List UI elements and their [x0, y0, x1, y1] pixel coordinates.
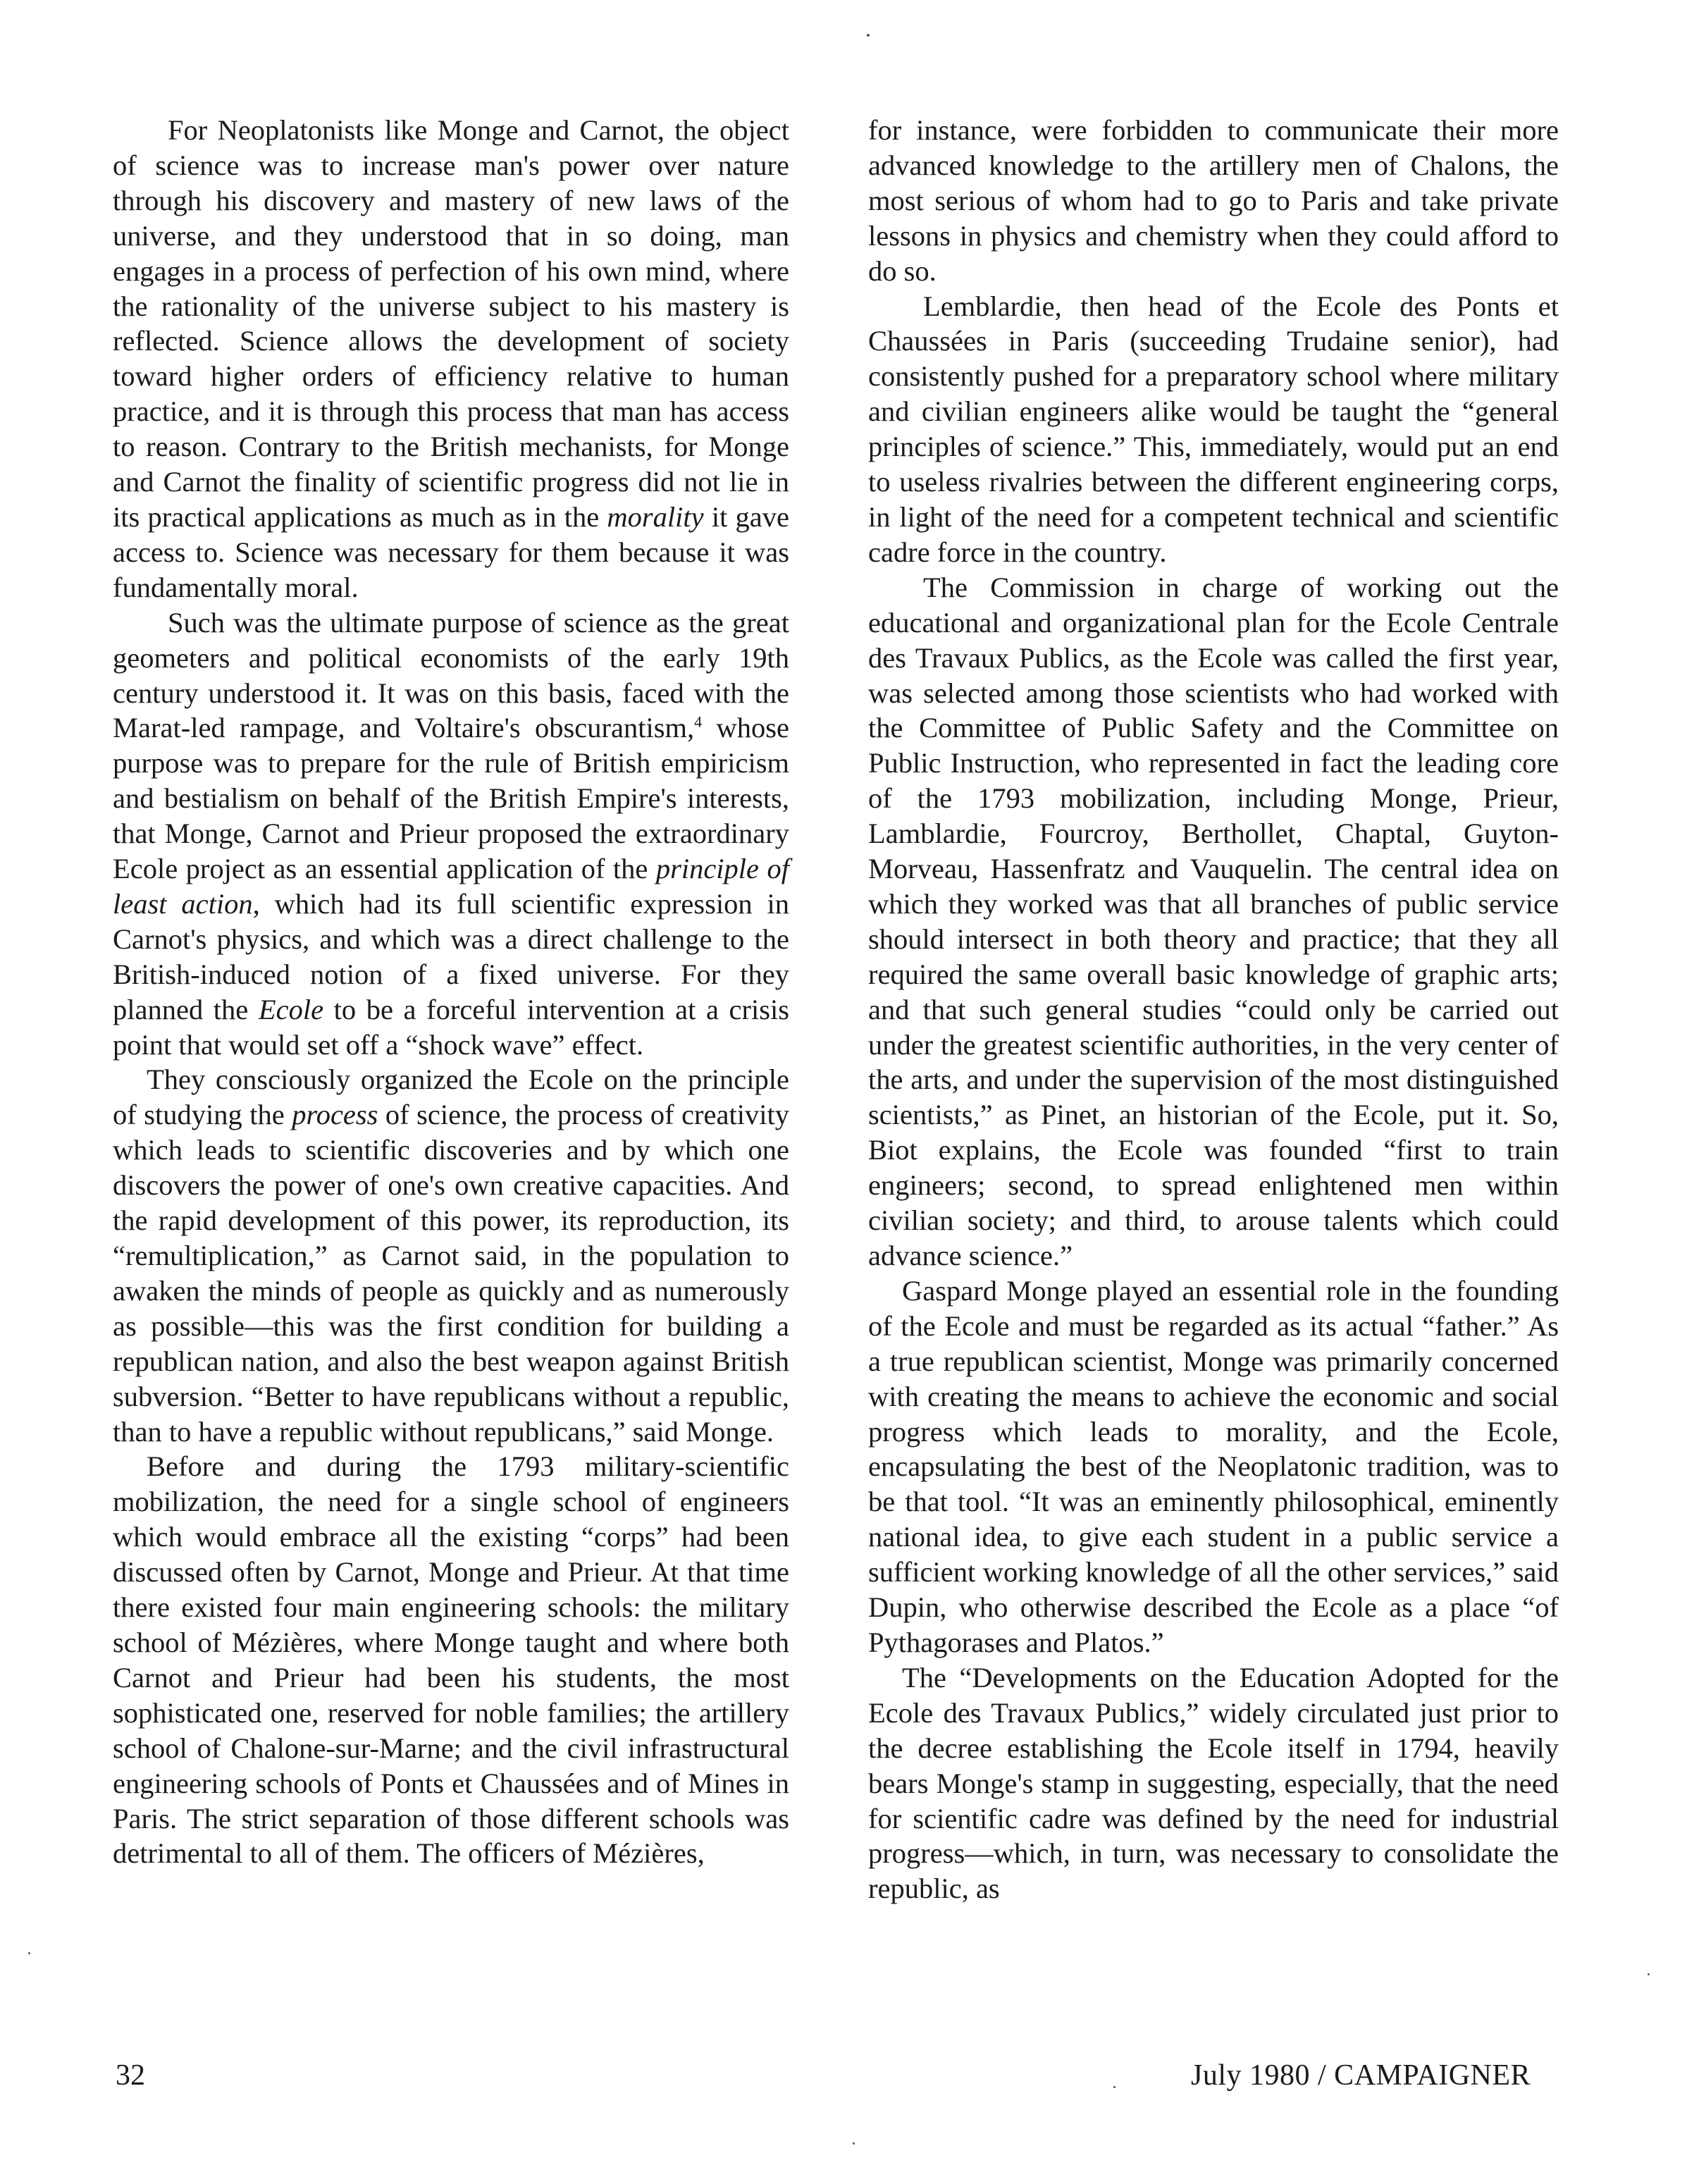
emphasis-text: Ecole — [258, 993, 324, 1025]
running-title: July 1980 / CAMPAIGNER — [1191, 2059, 1531, 2092]
right-paragraph-3: The Commission in charge of working out the educational and organizational plan for the Ecole Centrale des Travaux Publics, as the Ecole was called the first year, was selected among those scientists who had worked with the Committee of Public Safety and the Committee on Public Instruction, who represented in fact the leading core of the 1793 mobilization, including Monge, Prieur, Lamblardie, Fourcroy, Berthollet, Chaptal, Guyton-Morveau, Hassenfratz and Vauquelin. The central idea on which they worked was that all branches of public service should intersect in both theory and practice; that they all required the same overall basic knowledge of graphic arts; and that such general studies “could only be carried out under the greatest scientific authorities, in the very center of the arts, and under the supervision of the most distinguished scientists,” as Pinet, an historian of the Ecole, put it. So, Biot explains, the Ecole was founded “first to train engineers; second, to spread enlightened men within civilian society; and third, to arouse talents which could advance science.” — [868, 571, 1559, 1271]
scan-speck — [28, 1952, 30, 1954]
left-column — [113, 113, 789, 1871]
left-paragraph-4: Before and during the 1793 military-scientific mobilization, the need for a single school of engineers which would embrace all the existing “corps” had been discussed often by Carnot, Monge and Prieur. At that time there existed four main engineering schools: the military school of Mézières, where Monge taught and where both Carnot and Prieur had been his students, the most sophisticated one, reserved for noble families; the artillery school of Chalone-sur-Marne; and the civil infrastructural engineering schools of Ponts et Chaussées and of Mines in Paris. The strict separation of those different schools was detrimental to all of them. The officers of Mézières, — [113, 1450, 789, 1870]
text-run: They consciously organized the Ecole on the principle of studying the — [113, 1063, 789, 1131]
emphasis-text: principle of least action — [113, 853, 789, 920]
right-paragraph-4: Gaspard Monge played an essential role in the founding of the Ecole and must be regarded as its actual “father.” As a true republican scientist, Monge was primarily concerned with creating the means to achieve the economic and social progress which leads to morality, and the Ecole, encapsulating the best of the Neoplatonic tradition, was to be that tool. “It was an eminently philosophical, eminently national idea, to give each student in a public service a sufficient working knowledge of all the other services,” said Dupin, who otherwise described the Ecole as a place “of Pythagorases and Platos.” — [868, 1274, 1559, 1658]
scan-speck — [1113, 2086, 1116, 2088]
text-run: , which had its full scientific expression in Carnot's physics, and which was a direct challenge to the British-induced notion of a fixed universe. For they planned the — [113, 887, 789, 1025]
right-paragraph-5: The “Developments on the Education Adopted for the Ecole des Travaux Publics,” widely circulated just prior to the decree establishing the Ecole itself in 1794, heavily bears Monge's stamp in suggesting, especially, that the need for scientific cadre was defined by the need for industrial progress—which, in turn, was necessary to consolidate the republic, as — [868, 1661, 1559, 1905]
page-number: 32 — [116, 2059, 145, 2092]
left-paragraph-3 — [113, 1062, 789, 1449]
emphasis-text: morality — [607, 500, 704, 533]
right-paragraph-1: for instance, were forbidden to communicate their more advanced knowledge to the artillery men of Chalons, the most serious of whom had to go to Paris and take private lessons in physics and chemistry when they could afford to do so. — [868, 114, 1559, 287]
text-run: whose purpose was to prepare for the rule of British empiricism and bestialism on behalf of the British Empire's interests, that Monge, Carnot and Prieur proposed the extraordinary Ecole project as an essential application of the — [113, 712, 789, 885]
right-column — [868, 113, 1559, 1906]
left-paragraph-2 — [113, 605, 789, 1063]
left-paragraph-1 — [113, 113, 789, 605]
scan-speck — [867, 34, 870, 37]
right-paragraph-2: Lemblardie, then head of the Ecole des Ponts et Chaussées in Paris (succeeding Trudaine senior), had consistently pushed for a preparatory school where military and civilian engineers alike would be taught the “general principles of science.” This, immediately, would put an end to useless rivalries between the different engineering corps, in light of the need for a competent technical and scientific cadre force in the country. — [868, 290, 1559, 568]
scan-speck — [1648, 1973, 1650, 1975]
text-run: to be a forceful intervention at a crisis point that would set off a “shock wave” effect. — [113, 993, 789, 1061]
emphasis-text: process — [292, 1099, 378, 1131]
text-run: For Neoplatonists like Monge and Carnot, the object of science was to increase man's power over nature through his discovery and mastery of new laws of the universe, and they understood that in so doing, man engages in a process of perfection of his own mind, where the rationality of the universe subject to his mastery is reflected. Science allows the development of society toward higher orders of efficiency relative to human practice, and it is through this process that man has access to reason. Contrary to the British mechanists, for Monge and Carnot the finality of scientific progress did not lie in its practical applications as much as in the — [113, 114, 789, 533]
text-run: of science, the process of creativity which leads to scientific discoveries and by which one discovers the power of one's own creative capacities. And the rapid development of this power, its reproduction, its “remultiplication,” as Carnot said, in the population to awaken the minds of people as quickly and as numerously as possible—this was the first condition for building a republican nation, and also the best weapon against British subversion. “Better to have republicans without a republic, than to have a republic without republicans,” said Monge. — [113, 1099, 789, 1448]
footnote-marker: 4 — [694, 712, 703, 731]
text-run: it gave access to. Science was necessary for them because it was fundamentally moral. — [113, 500, 789, 603]
scan-speck — [853, 2142, 855, 2145]
text-run: Such was the ultimate purpose of science as the great geometers and political economists of the early 19th century understood it. It was on this basis, faced with the Marat-led rampage, and Voltaire's obscurantism, — [113, 606, 789, 744]
